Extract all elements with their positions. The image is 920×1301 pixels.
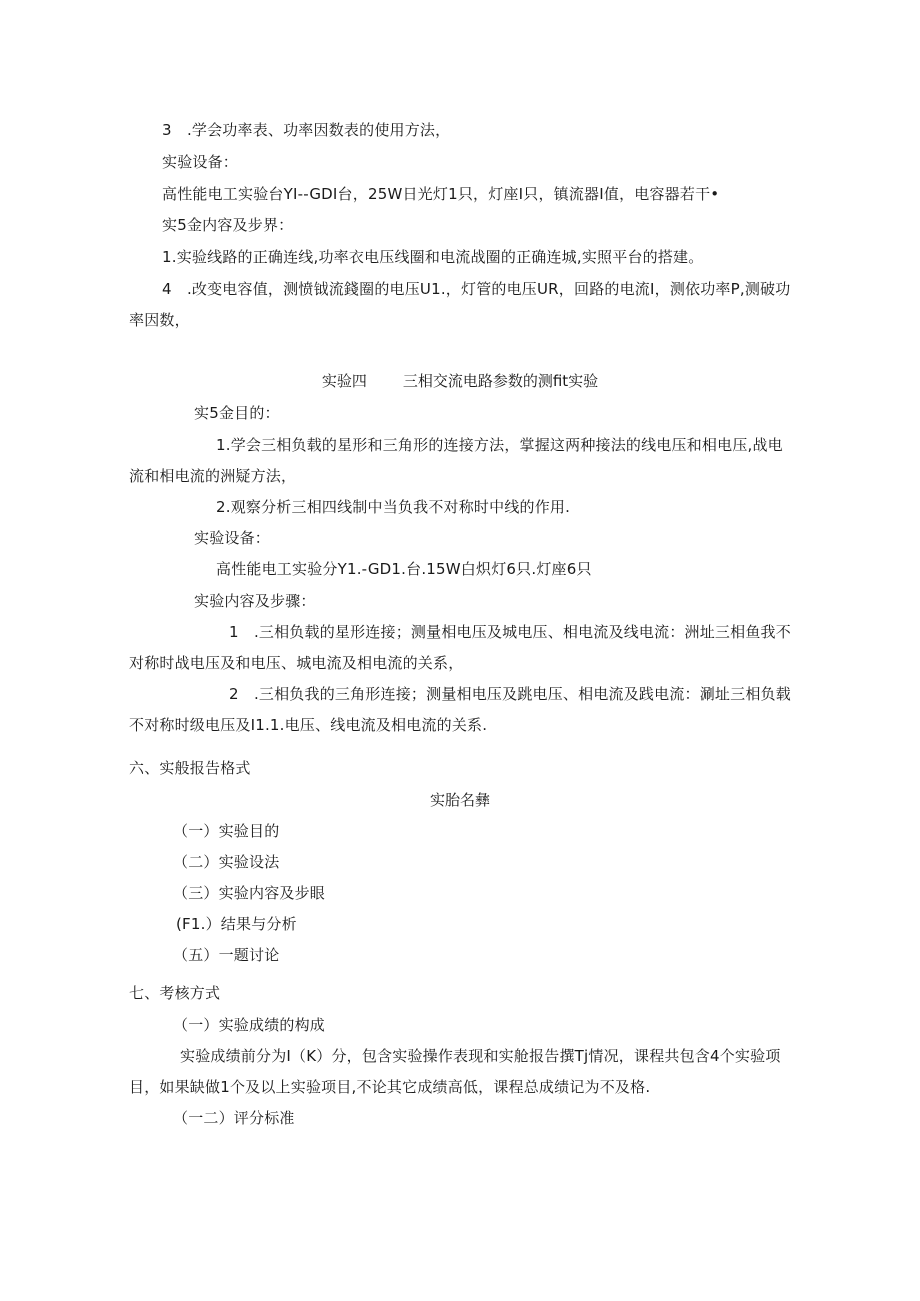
scoring-criteria-heading: （一二）评分标准 [173,1109,295,1127]
experiment-4-title [0,371,920,391]
step-1: 1.实验线路的正确连线,功率衣电压线圈和电流战圈的正确连城,实照平台的搭建。 [162,248,704,266]
experiment-4-number: 实验四 [321,372,367,390]
purpose-1-line-1: 1.学会三相负载的星形和三角形的连接方法，掌握这两种接法的线电压和相电压,战电 [216,436,783,454]
exp4-step-1-line-2: 对称时战电压及和电压、城电流及相电流的关系， [129,654,464,672]
step-4-line-1: 4 .改变电容值，测愤钺流錢圈的电压U1.，灯管的电压UR，回路的电流I，测依功率P,测破功 [162,280,791,298]
grade-composition-heading: （一）实验成绩的构成 [173,1016,326,1034]
exp4-step-1-line-1: 1 .三相负载的星形连接；测量相电压及城电压、相电流及线电流：洲址三相鱼我不 [229,623,791,641]
equipment-text: 高性能电工实验台YI--GDI台，25W日光灯1只，灯座I只，镇流器I值，电容器若干• [162,185,720,203]
exp4-equipment-label: 实验设备： [194,529,271,547]
exp4-step-2-line-1: 2 .三相负我的三角形连接；测量相电压及跳电压、相电流及践电流：涮址三相负载 [229,685,791,703]
report-item-4: (F1.）结果与分析 [176,915,297,933]
report-item-3: （三）实验内容及步眼 [173,884,326,902]
grade-paragraph-line-2: 目，如果缺做1个及以上实验项目,不论其它成绩高低，课程总成绩记为不及格. [129,1078,651,1096]
equipment-label: 实验设备： [162,153,239,171]
experiment-4-name: 三相交流电路参数的测fit实验 [402,372,599,390]
purpose-1-line-2: 流和相电流的洲疑方法， [129,467,297,485]
section-6-heading: 六、实般报告格式 [129,759,251,777]
purpose-2: 2.观察分析三相四线制中当负我不对称时中线的作用. [216,498,571,516]
report-title: 实胎名彝 [429,791,490,809]
report-item-2: （二）实验设法 [173,853,280,871]
step-4-line-2: 率因数， [129,311,190,329]
report-item-5: （五）一题讨论 [173,946,280,964]
content-label: 实5金内容及步界： [162,216,294,234]
exp4-equipment-text: 高性能电工实验分Y1.-GD1.台.15W白炽灯6只.灯座6只 [216,560,592,578]
purpose-label: 实5金目的： [194,404,280,422]
grade-paragraph-line-1: 实验成绩前分为I（K）分，包含实验操作表现和实舱报告撰Tj情况，课程共包含4个实验项 [180,1047,781,1065]
section-7-heading: 七、考核方式 [129,984,221,1002]
report-item-1: （一）实验目的 [173,822,280,840]
item-3: 3 .学会功率表、功率因数表的使用方法， [162,121,451,139]
exp4-step-2-line-2: 不对称时级电压及I1.1.电压、线电流及相电流的关系. [129,716,488,734]
exp4-content-label: 实验内容及步骤： [194,592,316,610]
